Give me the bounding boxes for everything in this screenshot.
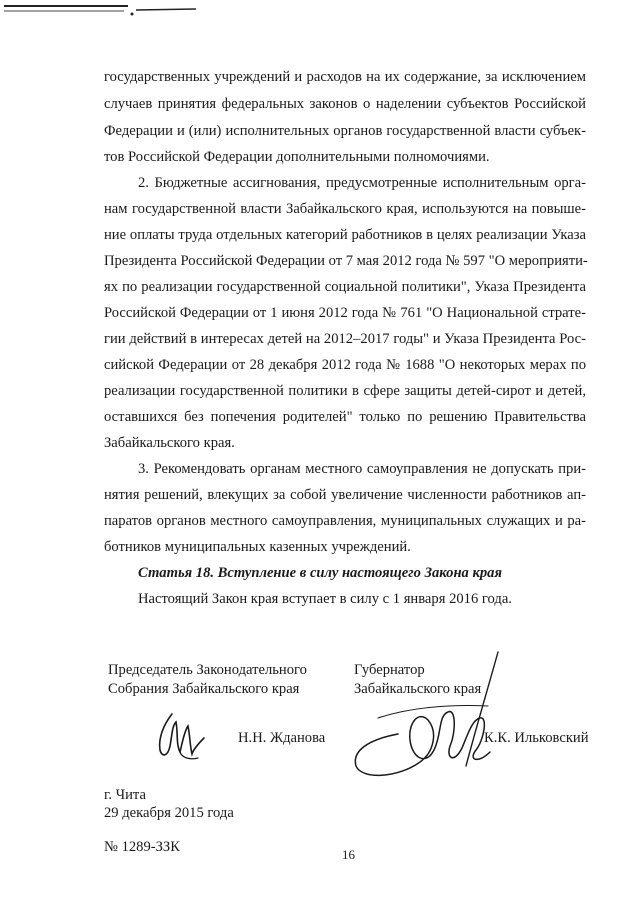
body-line: 2. Бюджетные ассигнования, предусмотренные исполнительным орга-: [138, 175, 586, 191]
body-line: государственных учреждений и расходов на их содержание, за исключением: [104, 69, 586, 85]
scan-dot: [131, 13, 134, 16]
right-handwritten-signature: [338, 648, 538, 788]
article-heading: Статья 18. Вступление в силу настоящего Закона края: [138, 565, 502, 581]
body-line: 3. Рекомендовать органам местного самоуправления не допускать при-: [138, 461, 586, 477]
body-line: нятия решений, влекущих за собой увеличение численности работников ап-: [104, 487, 586, 503]
body-line: ботников муниципальных казенных учреждений.: [104, 539, 411, 555]
city: г. Чита: [104, 787, 146, 803]
body-line: Президента Российской Федерации от 7 мая 2012 года № 597 "О мероприяти-: [104, 253, 588, 269]
body-line: паратов органов местного самоуправления, муниципальных служащих и ра-: [104, 513, 586, 529]
article-text: Настоящий Закон края вступает в силу с 1 января 2016 года.: [138, 591, 512, 607]
body-line: гии действий в интересах детей на 2012–2017 годы" и Указа Президента Рос-: [104, 331, 586, 347]
body-line: оставшихся без попечения родителей" только по решению Правительства: [104, 409, 586, 425]
body-line: ние оплаты труда отдельных категорий работников в целях реализации Указа: [104, 227, 586, 243]
right-signatory-title-1: Губернатор: [354, 662, 425, 678]
body-line: тов Российской Федерации дополнительными полномочиями.: [104, 149, 490, 165]
scan-line-3: [136, 9, 196, 10]
law-number: № 1289-ЗЗК: [104, 839, 180, 855]
body-line: Федерации и (или) исполнительных органов государственной власти субъек-: [104, 123, 586, 139]
right-signatory-name: К.К. Ильковский: [484, 730, 589, 746]
body-line: случаев принятия федеральных законов о наделении субъектов Российской: [104, 96, 586, 112]
left-signatory-title-1: Председатель Законодательного: [108, 662, 307, 678]
body-line: реализации государственной политики в сфере защиты детей-сирот и детей,: [104, 383, 586, 399]
left-handwritten-signature: [150, 708, 210, 764]
body-line: нам государственной власти Забайкальского края, используются на повыше-: [104, 201, 586, 217]
body-line: сийской Федерации от 28 декабря 2012 года № 1688 "О некоторых мерах по: [104, 357, 586, 373]
left-signatory-title-2: Собрания Забайкальского края: [108, 681, 300, 697]
body-line: Забайкальского края.: [104, 435, 235, 451]
body-line: Российской Федерации от 1 июня 2012 года № 761 "О Национальной страте-: [104, 305, 586, 321]
page-number: 16: [342, 847, 355, 862]
left-signatory-name: Н.Н. Жданова: [238, 730, 326, 746]
scan-artifact-lines: [0, 0, 640, 30]
right-signatory-title-2: Забайкальского края: [354, 681, 482, 697]
law-date: 29 декабря 2015 года: [104, 805, 234, 821]
body-line: ях по реализации государственной социальной политики", Указа Президента: [104, 279, 586, 295]
